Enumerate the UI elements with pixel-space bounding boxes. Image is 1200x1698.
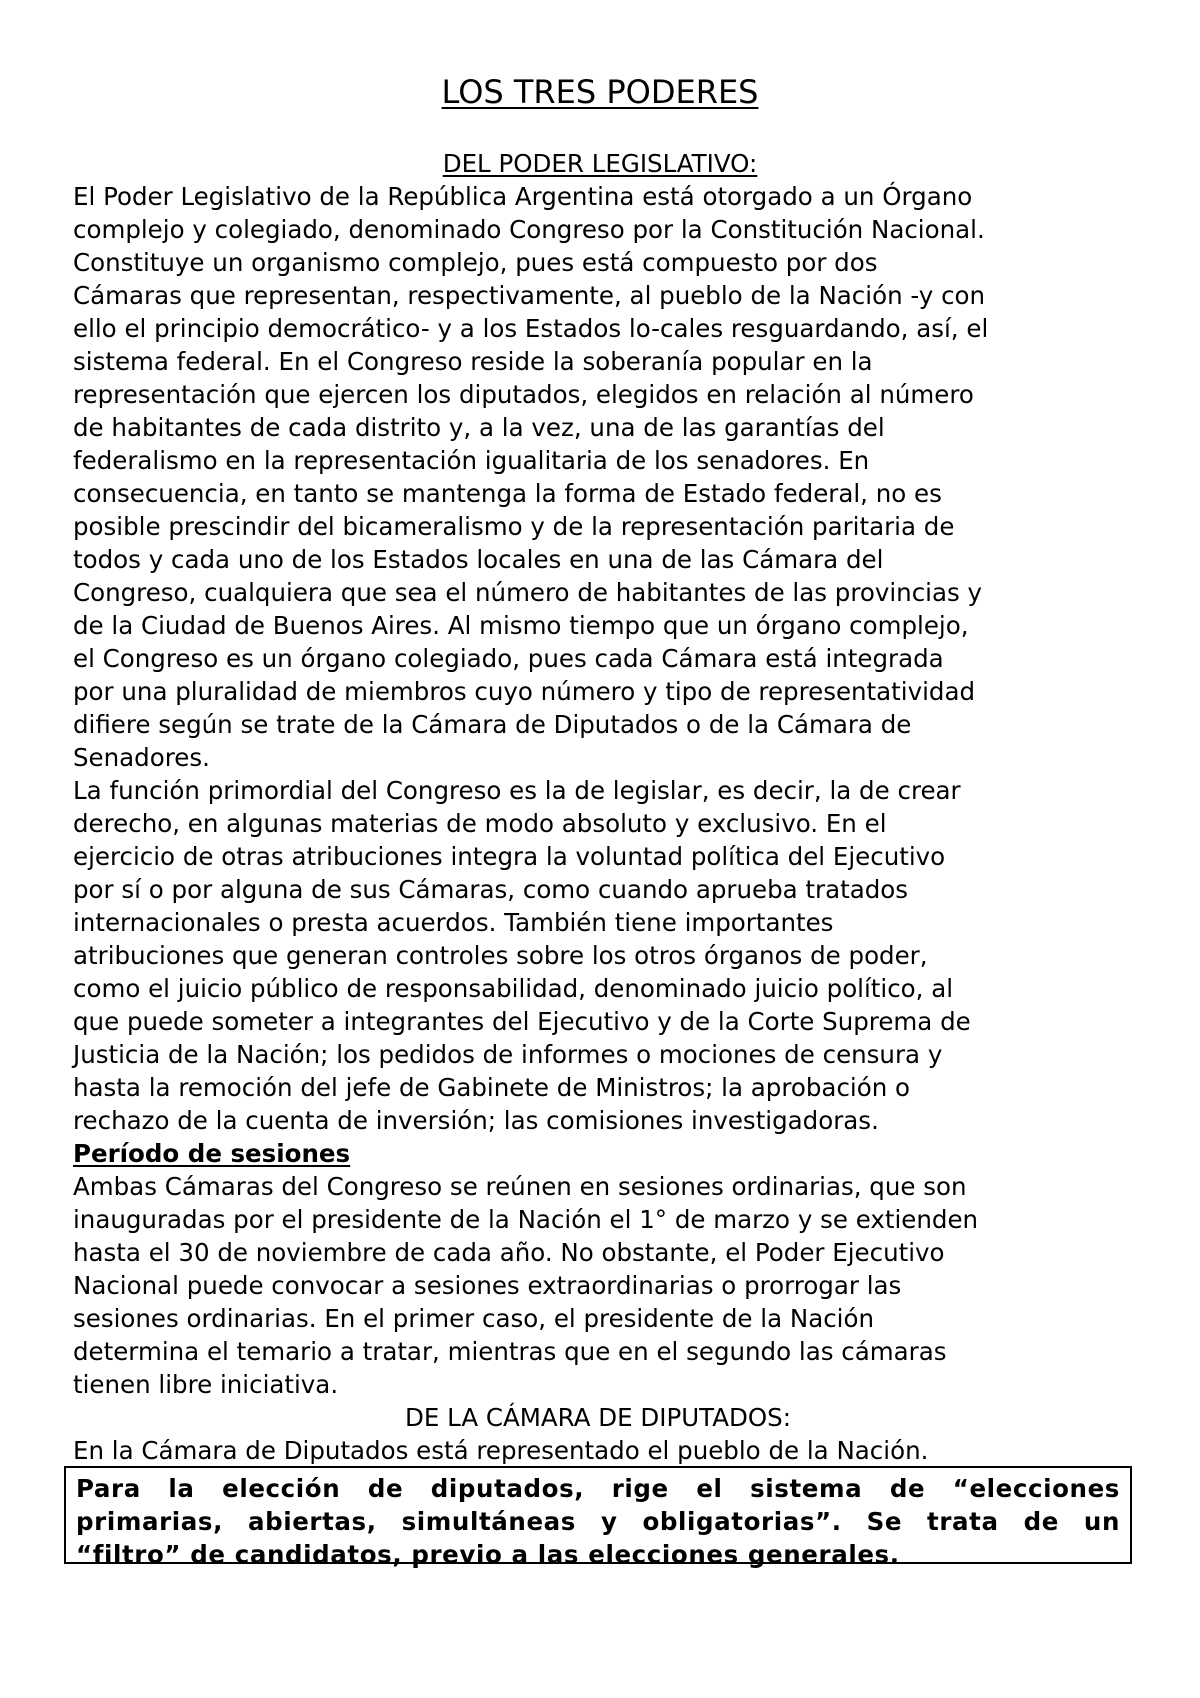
text-line: federalismo en la representación igualitaria de los senadores. En [73, 446, 870, 475]
section-title-poder-legislativo: DEL PODER LEGISLATIVO: [442, 149, 758, 178]
paragraph-congreso [73, 180, 1123, 774]
text-line: difiere según se trate de la Cámara de Diputados o de la Cámara de [73, 710, 912, 739]
text-line: sesiones ordinarias. En el primer caso, el presidente de la Nación [73, 1304, 874, 1333]
text-line: derecho, en algunas materias de modo absoluto y exclusivo. En el [73, 809, 887, 838]
text-line: rechazo de la cuenta de inversión; las comisiones investigadoras. [73, 1106, 879, 1135]
text-line: determina el temario a tratar, mientras que en el segundo las cámaras [73, 1337, 947, 1366]
paragraph-funcion [73, 774, 1123, 1137]
text-line: que puede someter a integrantes del Ejecutivo y de la Corte Suprema de [73, 1007, 971, 1036]
text-line: ejercicio de otras atribuciones integra la voluntad política del Ejecutivo [73, 842, 946, 871]
text-line: hasta el 30 de noviembre de cada año. No obstante, el Poder Ejecutivo [73, 1238, 945, 1267]
text-line: Senadores. [73, 743, 210, 772]
text-line: inauguradas por el presidente de la Nación el 1° de marzo y se extienden [73, 1205, 979, 1234]
box-text-line: Para la elección de diputados, rige el sistema de “elecciones [76, 1474, 1120, 1503]
highlight-box-elecciones [64, 1466, 1132, 1569]
box-text-line: primarias, abiertas, simultáneas y obligatorias”. Se trata de un [76, 1507, 1120, 1536]
text-line: ello el principio democrático- y a los Estados lo-cales resguardando, así, el [73, 314, 989, 343]
document-title: LOS TRES PODERES [441, 73, 759, 111]
text-line: el Congreso es un órgano colegiado, pues cada Cámara está integrada [73, 644, 944, 673]
text-line: de habitantes de cada distrito y, a la vez, una de las garantías del [73, 413, 885, 442]
text-line: hasta la remoción del jefe de Gabinete de Ministros; la aprobación o [73, 1073, 911, 1102]
text-line: atribuciones que generan controles sobre los otros órganos de poder, [73, 941, 928, 970]
text-line: complejo y colegiado, denominado Congreso por la Constitución Nacional. [73, 215, 985, 244]
text-line: internacionales o presta acuerdos. También tiene importantes [73, 908, 834, 937]
text-line: como el juicio público de responsabilidad, denominado juicio político, al [73, 974, 954, 1003]
text-line: por sí o por alguna de sus Cámaras, como cuando aprueba tratados [73, 875, 909, 904]
document-body [73, 180, 1123, 1467]
text-line: El Poder Legislativo de la República Argentina está otorgado a un Órgano [73, 182, 973, 211]
text-line: Nacional puede convocar a sesiones extraordinarias o prorrogar las [73, 1271, 902, 1300]
text-line: tienen libre iniciativa. [73, 1370, 339, 1399]
paragraph-diputados: En la Cámara de Diputados está representado el pueblo de la Nación. [73, 1436, 929, 1465]
text-line: de la Ciudad de Buenos Aires. Al mismo tiempo que un órgano complejo, [73, 611, 969, 640]
text-line: Cámaras que representan, respectivamente, al pueblo de la Nación -y con [73, 281, 986, 310]
box-text-line: “filtro” de candidatos, previo a las elecciones generales. [76, 1540, 900, 1569]
text-line: todos y cada uno de los Estados locales en una de las Cámara del [73, 545, 884, 574]
section-heading-periodo-sesiones: Período de sesiones [73, 1139, 351, 1168]
text-line: representación que ejercen los diputados, elegidos en relación al número [73, 380, 974, 409]
text-line: consecuencia, en tanto se mantenga la forma de Estado federal, no es [73, 479, 942, 508]
text-line: Ambas Cámaras del Congreso se reúnen en sesiones ordinarias, que son [73, 1172, 967, 1201]
section-heading-camara-diputados: DE LA CÁMARA DE DIPUTADOS: [405, 1403, 791, 1432]
text-line: La función primordial del Congreso es la de legislar, es decir, la de crear [73, 776, 961, 805]
text-line: posible prescindir del bicameralismo y de la representación paritaria de [73, 512, 955, 541]
text-line: Constituye un organismo complejo, pues está compuesto por dos [73, 248, 878, 277]
text-line: por una pluralidad de miembros cuyo número y tipo de representatividad [73, 677, 976, 706]
text-line: Justicia de la Nación; los pedidos de informes o mociones de censura y [73, 1040, 943, 1069]
text-line: sistema federal. En el Congreso reside la soberanía popular en la [73, 347, 873, 376]
paragraph-sesiones [73, 1170, 1123, 1401]
text-line: Congreso, cualquiera que sea el número de habitantes de las provincias y [73, 578, 983, 607]
